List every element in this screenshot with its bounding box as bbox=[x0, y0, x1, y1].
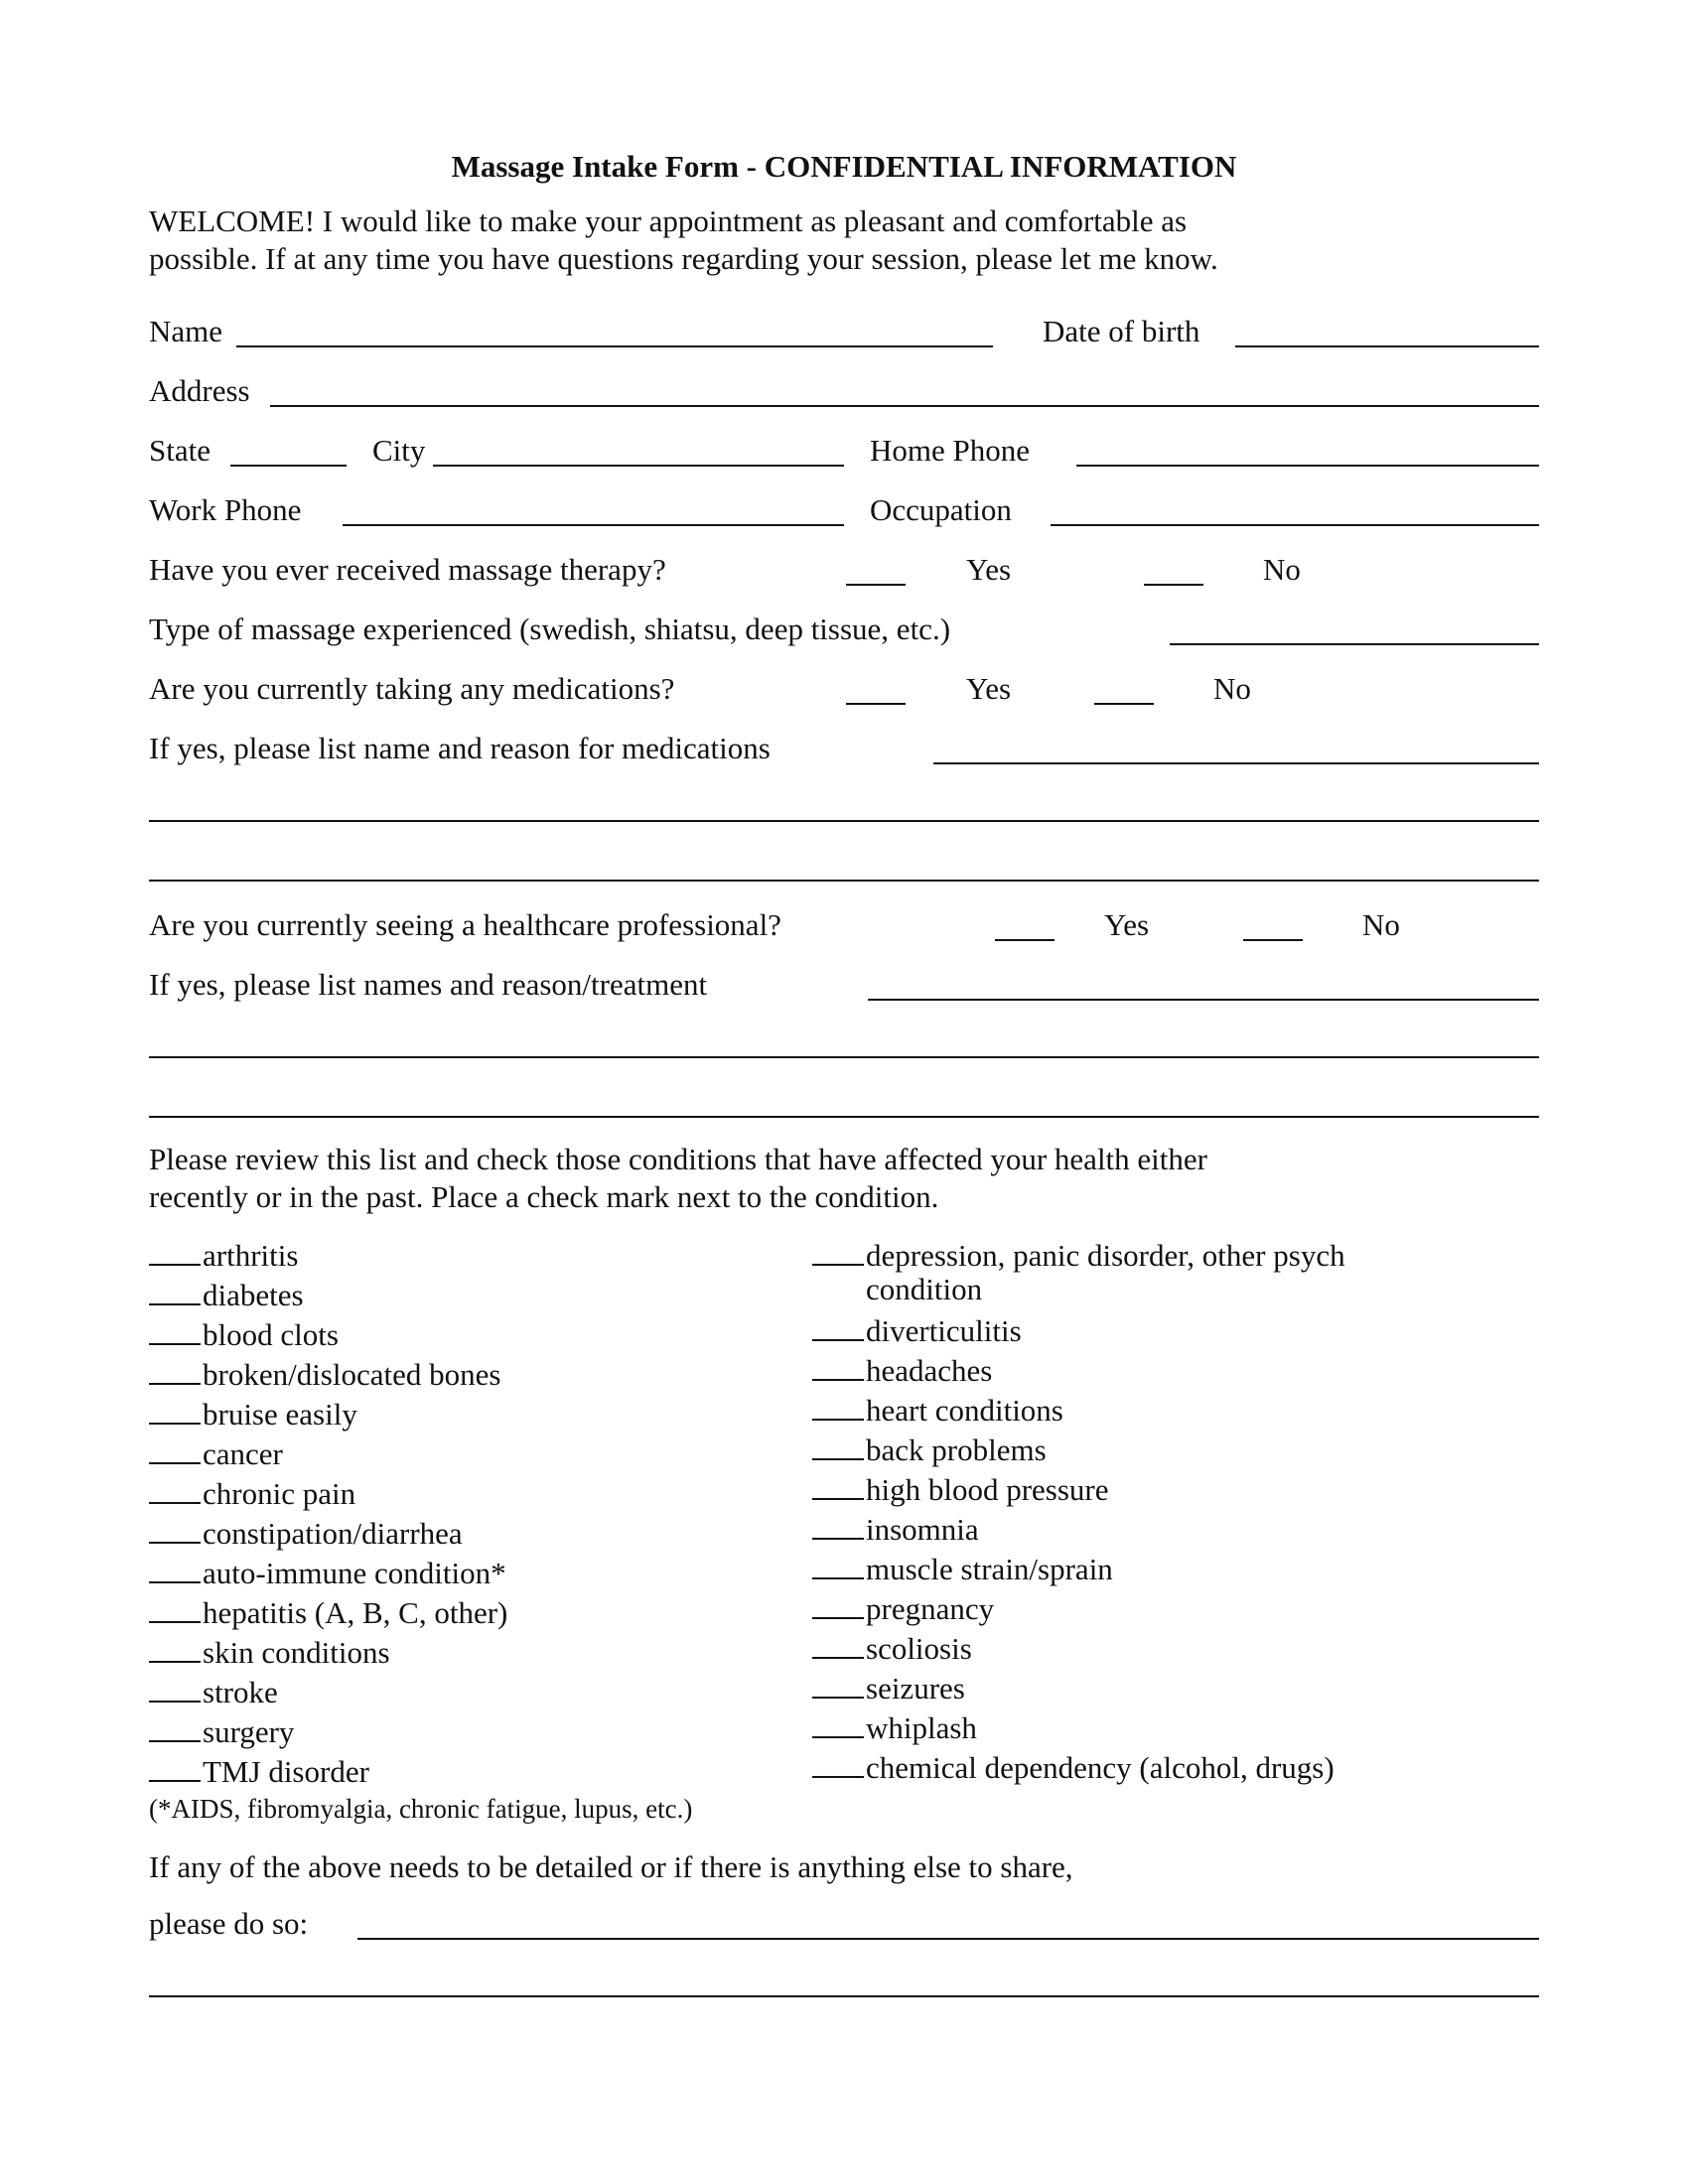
state-field[interactable] bbox=[230, 465, 347, 467]
city-field[interactable] bbox=[433, 465, 844, 467]
check-blank[interactable] bbox=[149, 1276, 201, 1305]
condition-item[interactable]: diabetes bbox=[149, 1276, 507, 1315]
massage-type-field[interactable] bbox=[1170, 643, 1539, 645]
condition-item[interactable]: muscle strain/sprain bbox=[812, 1550, 1345, 1589]
condition-item[interactable]: heart conditions bbox=[812, 1391, 1345, 1431]
healthcare-no-blank[interactable] bbox=[1243, 939, 1303, 941]
work-phone-label: Work Phone bbox=[149, 492, 302, 527]
condition-item[interactable]: hepatitis (A, B, C, other) bbox=[149, 1593, 507, 1633]
massage-no-blank[interactable] bbox=[1144, 584, 1203, 586]
condition-item-continued: condition bbox=[866, 1272, 983, 1306]
check-blank[interactable] bbox=[812, 1470, 864, 1500]
massage-yes-blank[interactable] bbox=[846, 584, 906, 586]
check-blank[interactable] bbox=[812, 1236, 864, 1266]
check-blank[interactable] bbox=[149, 1633, 201, 1663]
check-blank[interactable] bbox=[149, 1474, 201, 1504]
condition-item[interactable]: TMJ disorder bbox=[149, 1752, 507, 1792]
welcome-line-2: possible. If at any time you have questions regarding your session, please let me know. bbox=[149, 241, 1218, 276]
check-blank[interactable] bbox=[149, 1593, 201, 1623]
medications-yes-label: Yes bbox=[966, 671, 1012, 706]
check-blank[interactable] bbox=[812, 1589, 864, 1619]
condition-item[interactable]: auto-immune condition* bbox=[149, 1554, 507, 1593]
condition-item[interactable]: insomnia bbox=[812, 1510, 1345, 1550]
state-city-row bbox=[149, 431, 1539, 471]
condition-item[interactable]: chronic pain bbox=[149, 1474, 507, 1514]
check-blank[interactable] bbox=[812, 1550, 864, 1579]
welcome-paragraph bbox=[149, 203, 1559, 278]
home-phone-label: Home Phone bbox=[870, 433, 1031, 468]
check-blank[interactable] bbox=[812, 1391, 864, 1421]
name-field[interactable] bbox=[236, 345, 993, 347]
healthcare-list-field[interactable] bbox=[868, 999, 1539, 1001]
condition-item[interactable]: surgery bbox=[149, 1712, 507, 1752]
condition-item[interactable]: chemical dependency (alcohol, drugs) bbox=[812, 1748, 1345, 1788]
check-blank[interactable] bbox=[812, 1311, 864, 1341]
occupation-field[interactable] bbox=[1051, 524, 1539, 526]
condition-item[interactable]: whiplash bbox=[812, 1708, 1345, 1748]
address-row bbox=[149, 371, 1539, 411]
healthcare-question-row bbox=[149, 905, 1539, 945]
work-phone-row bbox=[149, 490, 1539, 530]
condition-item[interactable]: headaches bbox=[812, 1351, 1345, 1391]
medications-question-label: Are you currently taking any medications? bbox=[149, 671, 675, 706]
check-blank[interactable] bbox=[149, 1355, 201, 1385]
conditions-footnote: (*AIDS, fibromyalgia, chronic fatigue, lupus, etc.) bbox=[149, 1794, 693, 1824]
conditions-intro-line-1: Please review this list and check those conditions that have affected your health either bbox=[149, 1142, 1207, 1176]
medications-extra-line-2[interactable] bbox=[149, 880, 1539, 882]
conditions-right-column bbox=[812, 1236, 1345, 1788]
state-label: State bbox=[149, 433, 211, 468]
healthcare-no-label: No bbox=[1362, 907, 1400, 942]
condition-item[interactable]: high blood pressure bbox=[812, 1470, 1345, 1510]
medications-question-row bbox=[149, 669, 1539, 709]
condition-item[interactable]: cancer bbox=[149, 1434, 507, 1474]
conditions-left-column bbox=[149, 1236, 507, 1792]
closing-line-1: If any of the above needs to be detailed or if there is anything else to share, bbox=[149, 1849, 1073, 1884]
condition-item[interactable]: bruise easily bbox=[149, 1395, 507, 1434]
medications-no-label: No bbox=[1213, 671, 1251, 706]
healthcare-yes-blank[interactable] bbox=[995, 939, 1055, 941]
medications-no-blank[interactable] bbox=[1094, 703, 1154, 705]
massage-type-label: Type of massage experienced (swedish, shiatsu, deep tissue, etc.) bbox=[149, 612, 951, 646]
details-extra-line[interactable] bbox=[149, 1995, 1539, 1997]
check-blank[interactable] bbox=[149, 1514, 201, 1544]
massage-no-label: No bbox=[1263, 552, 1301, 587]
check-blank[interactable] bbox=[149, 1236, 201, 1266]
condition-item[interactable]: arthritis bbox=[149, 1236, 507, 1276]
work-phone-field[interactable] bbox=[343, 524, 844, 526]
massage-question-row bbox=[149, 550, 1539, 590]
name-label: Name bbox=[149, 314, 223, 348]
closing-line-2: please do so: bbox=[149, 1906, 309, 1941]
check-blank[interactable] bbox=[149, 1395, 201, 1425]
name-row bbox=[149, 312, 1539, 351]
check-blank[interactable] bbox=[812, 1669, 864, 1699]
condition-item[interactable]: stroke bbox=[149, 1673, 507, 1712]
condition-item[interactable]: blood clots bbox=[149, 1315, 507, 1355]
condition-item[interactable]: depression, panic disorder, other psych bbox=[812, 1236, 1345, 1272]
closing-row bbox=[149, 1904, 1539, 1944]
massage-type-row bbox=[149, 610, 1539, 649]
details-field[interactable] bbox=[357, 1938, 1539, 1940]
check-blank[interactable] bbox=[812, 1629, 864, 1659]
check-blank[interactable] bbox=[812, 1708, 864, 1738]
condition-item[interactable]: seizures bbox=[812, 1669, 1345, 1708]
check-blank[interactable] bbox=[149, 1673, 201, 1703]
address-field[interactable] bbox=[270, 405, 1539, 407]
conditions-intro bbox=[149, 1141, 1539, 1216]
condition-item[interactable]: broken/dislocated bones bbox=[149, 1355, 507, 1395]
healthcare-extra-line-2[interactable] bbox=[149, 1116, 1539, 1118]
check-blank[interactable] bbox=[812, 1431, 864, 1460]
healthcare-yes-label: Yes bbox=[1104, 907, 1150, 942]
medications-list-label: If yes, please list name and reason for medications bbox=[149, 731, 771, 765]
medications-extra-line-1[interactable] bbox=[149, 820, 1539, 822]
healthcare-question-label: Are you currently seeing a healthcare professional? bbox=[149, 907, 781, 942]
dob-label: Date of birth bbox=[1043, 314, 1200, 348]
healthcare-extra-line-1[interactable] bbox=[149, 1056, 1539, 1058]
condition-item[interactable]: back problems bbox=[812, 1431, 1345, 1470]
condition-item[interactable]: pregnancy bbox=[812, 1589, 1345, 1629]
medications-list-row bbox=[149, 729, 1539, 768]
check-blank[interactable] bbox=[149, 1434, 201, 1464]
check-blank[interactable] bbox=[149, 1315, 201, 1345]
check-blank[interactable] bbox=[149, 1554, 201, 1583]
home-phone-field[interactable] bbox=[1076, 465, 1539, 467]
medications-list-field[interactable] bbox=[933, 762, 1539, 764]
form-title: Massage Intake Form - CONFIDENTIAL INFORMATION bbox=[451, 149, 1237, 184]
massage-question-label: Have you ever received massage therapy? bbox=[149, 552, 666, 587]
massage-yes-label: Yes bbox=[966, 552, 1012, 587]
condition-item[interactable]: scoliosis bbox=[812, 1629, 1345, 1669]
condition-item[interactable]: skin conditions bbox=[149, 1633, 507, 1673]
check-blank[interactable] bbox=[812, 1748, 864, 1778]
healthcare-list-label: If yes, please list names and reason/treatment bbox=[149, 967, 708, 1002]
condition-item[interactable]: diverticulitis bbox=[812, 1311, 1345, 1351]
occupation-label: Occupation bbox=[870, 492, 1012, 527]
check-blank[interactable] bbox=[149, 1752, 201, 1782]
dob-field[interactable] bbox=[1235, 345, 1539, 347]
city-label: City bbox=[372, 433, 426, 468]
condition-item[interactable]: constipation/diarrhea bbox=[149, 1514, 507, 1554]
welcome-line-1: WELCOME! I would like to make your appointment as pleasant and comfortable as bbox=[149, 204, 1188, 238]
check-blank[interactable] bbox=[812, 1510, 864, 1540]
conditions-intro-line-2: recently or in the past. Place a check mark next to the condition. bbox=[149, 1179, 939, 1214]
healthcare-list-row bbox=[149, 965, 1539, 1005]
address-label: Address bbox=[149, 373, 250, 408]
check-blank[interactable] bbox=[149, 1712, 201, 1742]
medications-yes-blank[interactable] bbox=[846, 703, 906, 705]
check-blank[interactable] bbox=[812, 1351, 864, 1381]
